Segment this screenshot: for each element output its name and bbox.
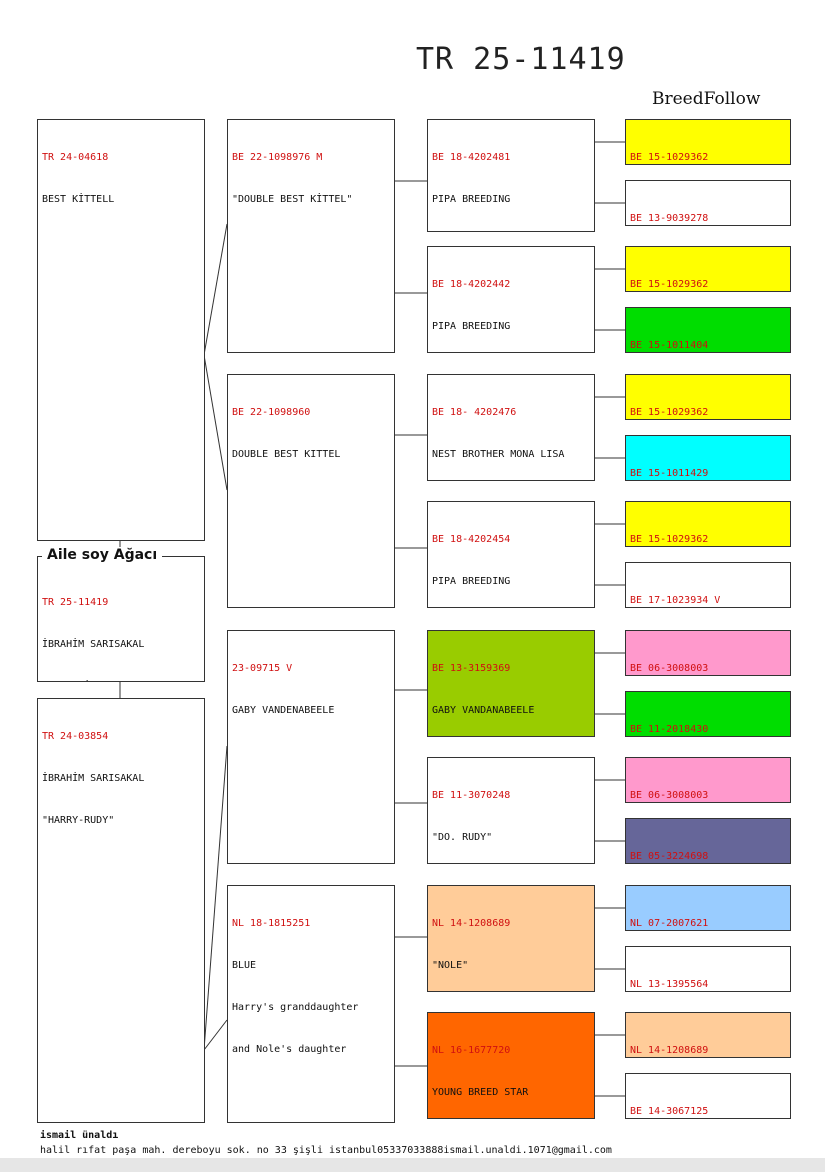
gen4-id: BE 13-9039278 bbox=[630, 213, 709, 224]
family-tree-label: Aile soy Ağacı bbox=[42, 547, 162, 563]
gen4-id: BE 15-1029362 bbox=[630, 534, 709, 545]
gen4-id: BE 06-3008003 bbox=[630, 663, 709, 674]
gen4-id: NL 07-2007621 bbox=[630, 918, 709, 929]
gen4-box[interactable] bbox=[625, 246, 791, 292]
gen4-box[interactable] bbox=[625, 119, 791, 165]
gen4-box[interactable] bbox=[625, 562, 791, 608]
gen2-id: BE 22-1098976 M bbox=[232, 152, 323, 163]
gen2-line: DOUBLE BEST KITTEL bbox=[232, 449, 341, 460]
gen4-box[interactable] bbox=[625, 630, 791, 676]
gen3-box[interactable] bbox=[427, 630, 595, 737]
gen4-box[interactable] bbox=[625, 180, 791, 226]
gen3-id: BE 18-4202454 bbox=[432, 534, 511, 545]
gen4-id: BE 15-1029362 bbox=[630, 152, 709, 163]
gen3-id: BE 13-3159369 bbox=[432, 663, 511, 674]
mother-line: İBRAHİM SARISAKAL bbox=[42, 773, 145, 784]
father-line: BEST KİTTELL bbox=[42, 194, 115, 205]
gen3-line: NEST BROTHER MONA LISA bbox=[432, 449, 565, 460]
gen3-id: NL 14-1208689 bbox=[432, 918, 511, 929]
gen2-box[interactable] bbox=[227, 630, 395, 864]
gen3-id: BE 18-4202481 bbox=[432, 152, 511, 163]
father-box[interactable] bbox=[37, 119, 205, 541]
mother-line: "HARRY-RUDY" bbox=[42, 815, 115, 826]
gen2-line: GABY VANDENABEELE bbox=[232, 705, 335, 716]
gen2-line: "DOUBLE BEST KİTTEL" bbox=[232, 194, 353, 205]
gen3-line: "NOLE" bbox=[432, 960, 469, 971]
gen2-line: and Nole's daughter bbox=[232, 1044, 347, 1055]
pedigree-title: TR 25-11419 bbox=[416, 42, 626, 77]
gen3-box[interactable] bbox=[427, 119, 595, 232]
gen4-id: NL 14-1208689 bbox=[630, 1045, 709, 1056]
gen4-id: BE 15-1029362 bbox=[630, 279, 709, 290]
gen3-line: YOUNG BREED STAR bbox=[432, 1087, 529, 1098]
gen3-box[interactable] bbox=[427, 246, 595, 353]
gen4-id: BE 15-1029362 bbox=[630, 407, 709, 418]
gen2-box[interactable] bbox=[227, 885, 395, 1123]
subject-line: İBRAHİM SARISAKAL bbox=[42, 639, 145, 650]
footer-address: halil rıfat paşa mah. dereboyu sok. no 33 şişli istanbul05337033888ismail.unaldi.1071@gmail.com bbox=[40, 1145, 612, 1156]
brand-logo-text: BreedFollow bbox=[652, 89, 761, 109]
gen4-id: BE 11-2018430 bbox=[630, 724, 709, 735]
gen3-id: BE 18-4202442 bbox=[432, 279, 511, 290]
gen2-line: Harry's granddaughter bbox=[232, 1002, 359, 1013]
gen2-line: BLUE bbox=[232, 960, 257, 971]
subject-box[interactable] bbox=[37, 556, 205, 682]
bottom-band bbox=[0, 1158, 825, 1172]
gen4-box[interactable] bbox=[625, 1012, 791, 1058]
gen4-id: BE 15-1011404 bbox=[630, 340, 709, 351]
gen4-box[interactable] bbox=[625, 946, 791, 992]
gen3-box[interactable] bbox=[427, 374, 595, 481]
gen4-id: BE 17-1023934 V bbox=[630, 595, 721, 606]
gen3-id: BE 11-3070248 bbox=[432, 790, 511, 801]
gen3-id: NL 16-1677720 bbox=[432, 1045, 511, 1056]
gen3-box[interactable] bbox=[427, 501, 595, 608]
gen2-id: 23-09715 V bbox=[232, 663, 293, 674]
gen4-id: BE 15-1011429 bbox=[630, 468, 709, 479]
gen4-box[interactable] bbox=[625, 501, 791, 547]
gen3-line: "DO. RUDY" bbox=[432, 832, 493, 843]
gen4-box[interactable] bbox=[625, 1073, 791, 1119]
gen4-id: BE 06-3008003 bbox=[630, 790, 709, 801]
gen3-id: BE 18- 4202476 bbox=[432, 407, 517, 418]
mother-box[interactable] bbox=[37, 698, 205, 1123]
gen3-line: PIPA BREEDING bbox=[432, 576, 511, 587]
father-id: TR 24-04618 bbox=[42, 152, 109, 163]
gen4-id: BE 05-3224698 bbox=[630, 851, 709, 862]
gen2-id: BE 22-1098960 bbox=[232, 407, 311, 418]
gen3-box[interactable] bbox=[427, 885, 595, 992]
gen4-box[interactable] bbox=[625, 435, 791, 481]
subject-line bbox=[42, 680, 200, 682]
subject-id: TR 25-11419 bbox=[42, 597, 109, 608]
gen3-box[interactable] bbox=[427, 1012, 595, 1119]
gen3-line: PIPA BREEDING bbox=[432, 194, 511, 205]
gen4-box[interactable] bbox=[625, 374, 791, 420]
gen2-box[interactable] bbox=[227, 374, 395, 608]
gen2-box[interactable] bbox=[227, 119, 395, 353]
gen4-box[interactable] bbox=[625, 757, 791, 803]
gen4-box[interactable] bbox=[625, 691, 791, 737]
mother-id: TR 24-03854 bbox=[42, 731, 109, 742]
gen3-line: GABY VANDANABEELE bbox=[432, 705, 535, 716]
gen4-box[interactable] bbox=[625, 307, 791, 353]
gen3-line: PIPA BREEDING bbox=[432, 321, 511, 332]
gen2-id: NL 18-1815251 bbox=[232, 918, 311, 929]
footer-name: ismail ünaldı bbox=[40, 1130, 119, 1141]
gen4-id: BE 14-3067125 bbox=[630, 1106, 709, 1117]
gen3-box[interactable] bbox=[427, 757, 595, 864]
gen4-id: NL 13-1395564 bbox=[630, 979, 709, 990]
gen4-box[interactable] bbox=[625, 885, 791, 931]
gen4-box[interactable] bbox=[625, 818, 791, 864]
